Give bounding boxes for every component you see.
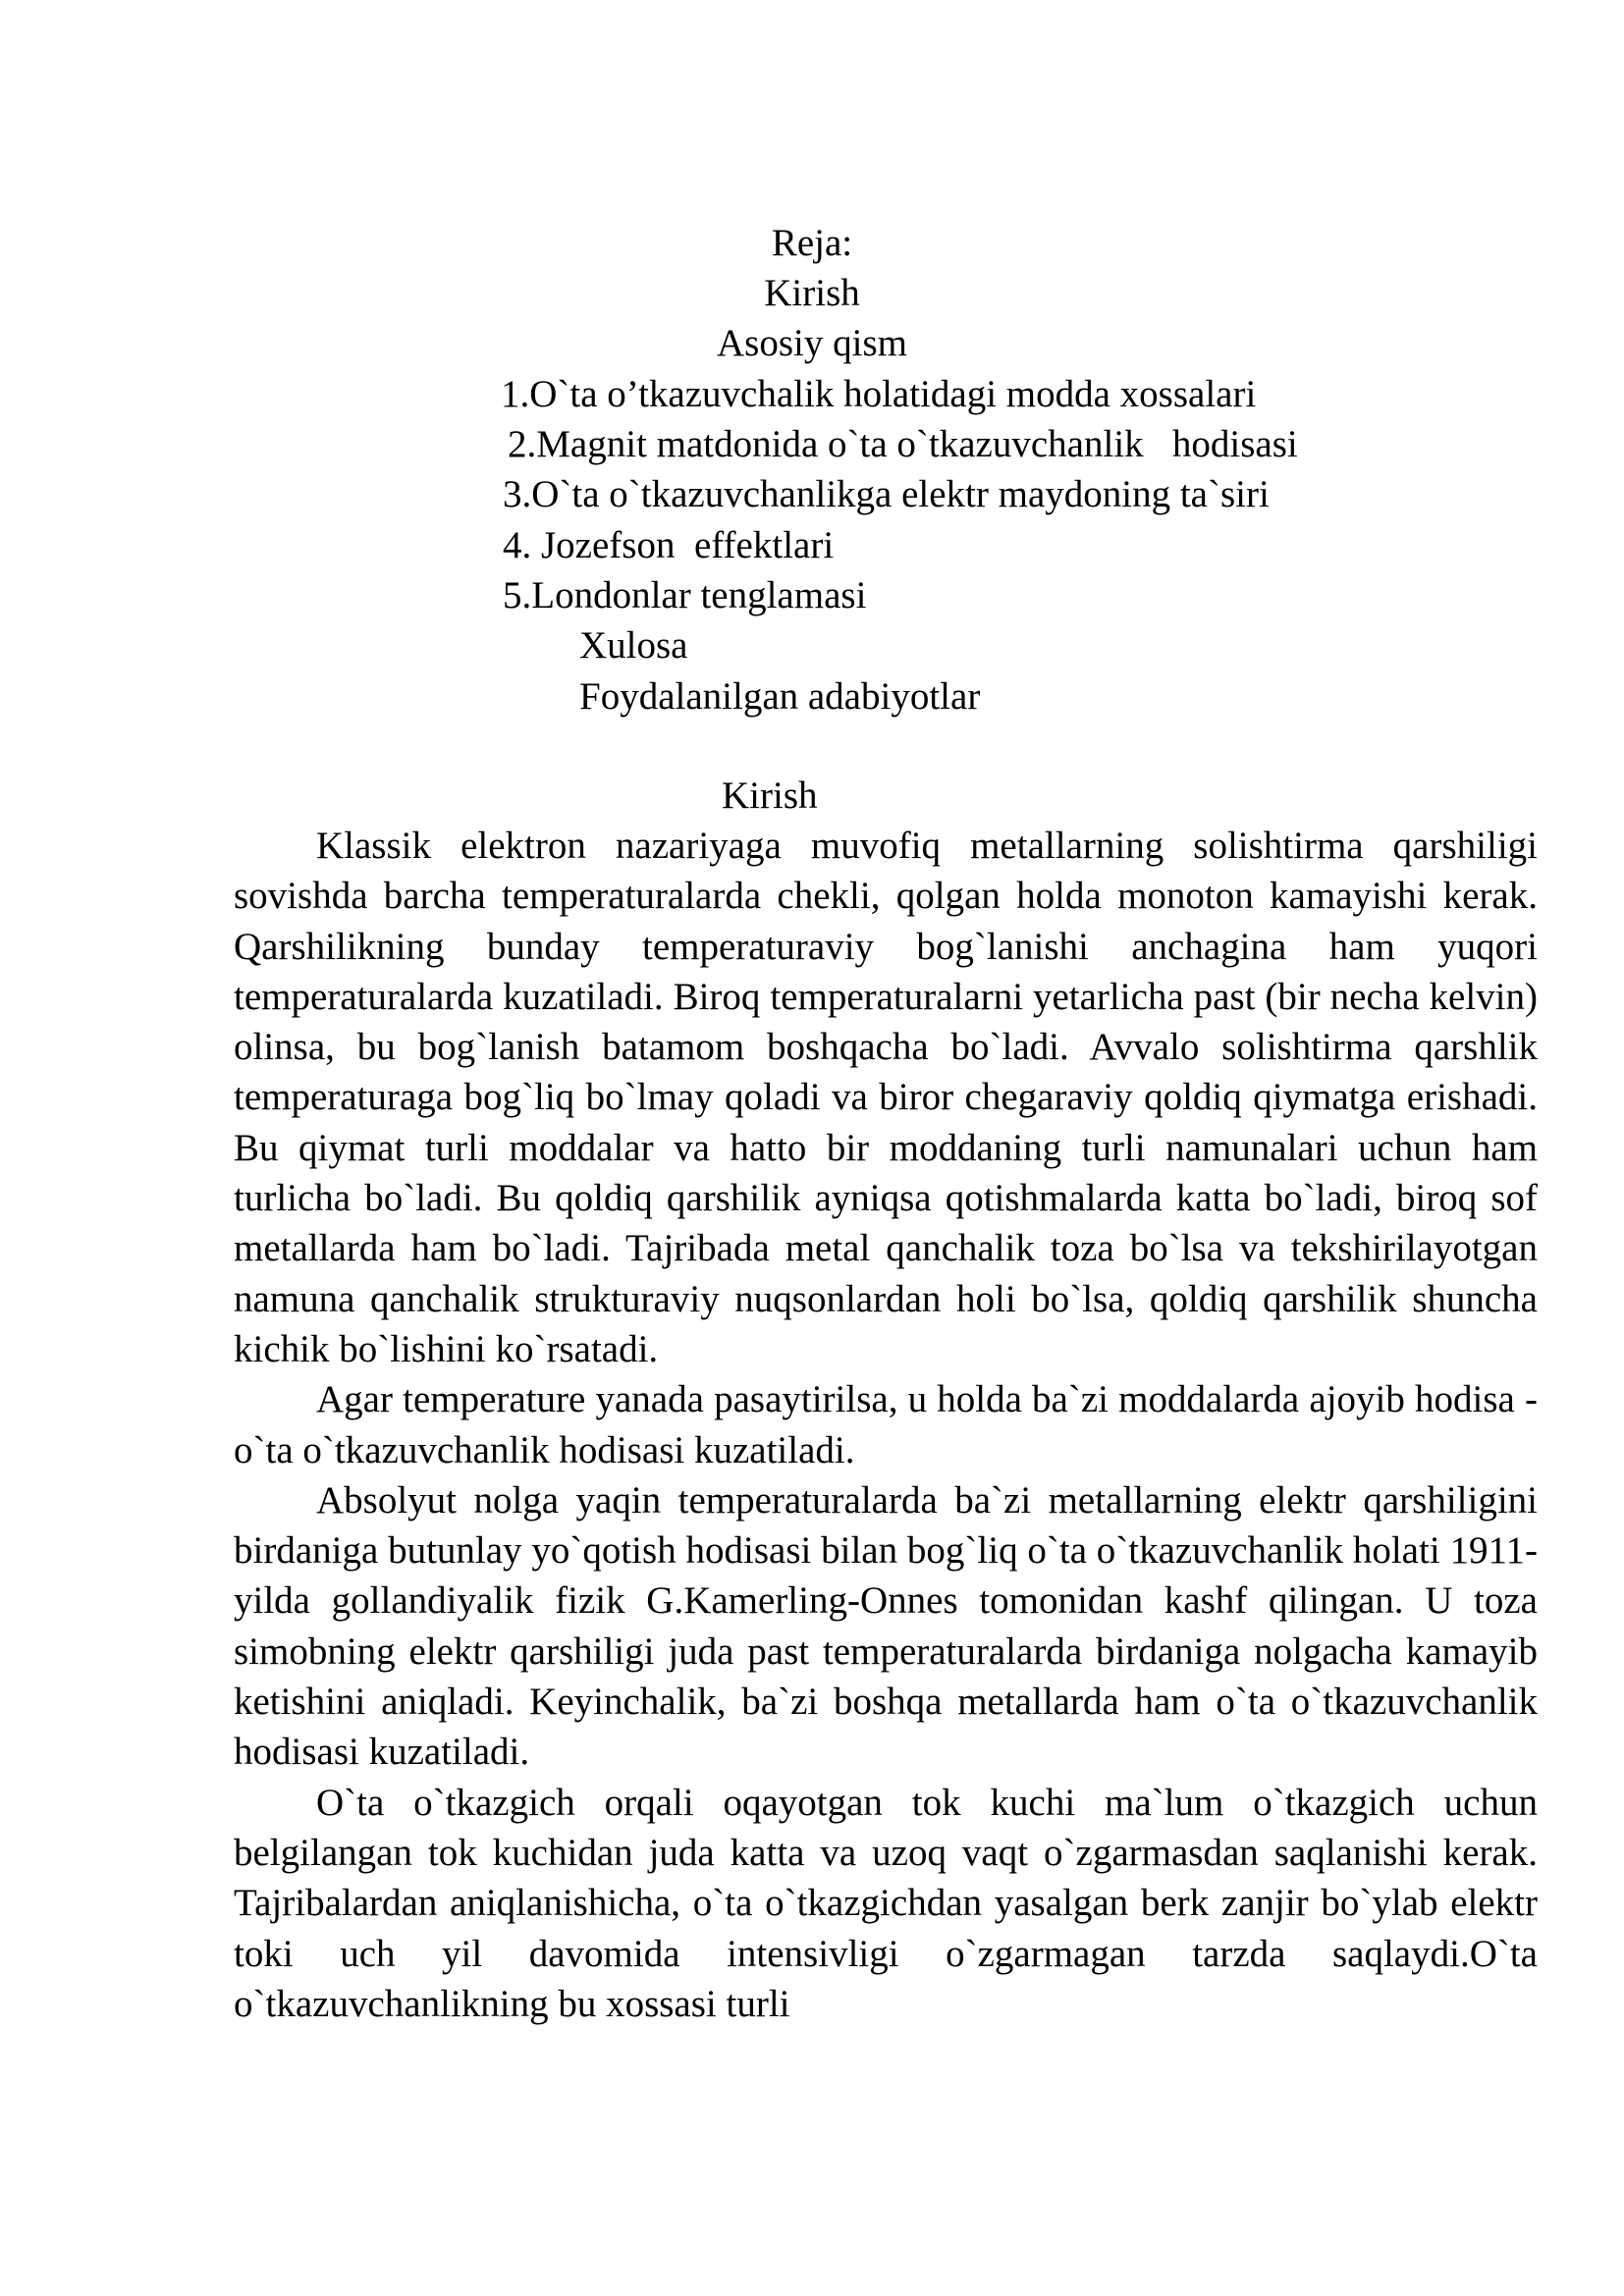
section-body	[234, 821, 1538, 2029]
paragraph: Klassik elektron nazariyaga muvofiq metallarning solishtirma qarshiligi sovishda barcha temperaturalarda chekli, qolgan holda monoton kamayishi kerak. Qarshilikning bunday temperaturaviy bog`lanishi anchagina ham yuqori temperaturalarda kuzatiladi. Biroq temperaturalarni yetarlicha past (bir necha kelvin) olinsa, bu bog`lanish batamom boshqacha bo`ladi. Avvalo solishtirma qarshlik temperaturaga bog`liq bo`lmay qoladi va biror chegaraviy qoldiq qiymatga erishadi. Bu qiymat turli moddalar va hatto bir moddaning turli namunalari uchun ham turlicha bo`ladi. Bu qoldiq qarshilik ayniqsa qotishmalarda katta bo`ladi, biroq sof metallarda ham bo`ladi. Tajribada metal qanchalik toza bo`lsa va tekshirilayotgan namuna qanchalik strukturaviy nuqsonlardan holi bo`lsa, qoldiq qarshilik shuncha kichik bo`lishini ko`rsatadi.	[234, 825, 1538, 1370]
plan-item-5: 5.Londonlar tenglamasi	[503, 574, 867, 616]
section-heading: Kirish	[722, 774, 818, 817]
plan-references: Foydalanilgan adabiyotlar	[579, 675, 981, 718]
paragraph: Agar temperature yanada pasaytirilsa, u holda ba`zi moddalarda ajoyib hodisa - o`ta o`tkazuvchanlik hodisasi kuzatiladi.	[234, 1378, 1538, 1471]
plan-intro: Kirish	[764, 272, 860, 314]
plan-title: Reja:	[771, 222, 853, 264]
plan-item-3: 3.O`ta o`tkazuvchanlikga elektr maydoning ta`siri	[503, 473, 1270, 515]
plan-item-4: 4. Jozefson effektlari	[503, 524, 835, 566]
plan-item-1: 1.O`ta o’tkazuvchalik holatidagi modda xossalari	[501, 373, 1257, 415]
plan-conclusion: Xulosa	[579, 624, 688, 667]
plan-main-part: Asosiy qism	[717, 322, 907, 364]
plan-item-2: 2.Magnit matdonida o`ta o`tkazuvchanlik hodisasi	[508, 423, 1298, 465]
paragraph: Absolyut nolga yaqin temperaturalarda ba`zi metallarning elektr qarshiligini birdaniga butunlay yo`qotish hodisasi bilan bog`liq o`ta o`tkazuvchanlik holati 1911-yilda gollandiyalik fizik G.Kamerling-Onnes tomonidan kashf qilingan. U toza simobning elektr qarshiligi juda past temperaturalarda birdaniga nolgacha kamayib ketishini aniqladi. Keyinchalik, ba`zi boshqa metallarda ham o`ta o`tkazuvchanlik hodisasi kuzatiladi.	[234, 1478, 1538, 1774]
paragraph: O`ta o`tkazgich orqali oqayotgan tok kuchi ma`lum o`tkazgich uchun belgilangan tok kuchidan juda katta va uzoq vaqt o`zgarmasdan saqlanishi kerak. Tajribalardan aniqlanishicha, o`ta o`tkazgichdan yasalgan berk zanjir bo`ylab elektr toki uch yil davomida intensivligi o`zgarmagan tarzda saqlaydi.O`ta o`tkazuvchanlikning bu xossasi turli	[234, 1781, 1538, 2025]
